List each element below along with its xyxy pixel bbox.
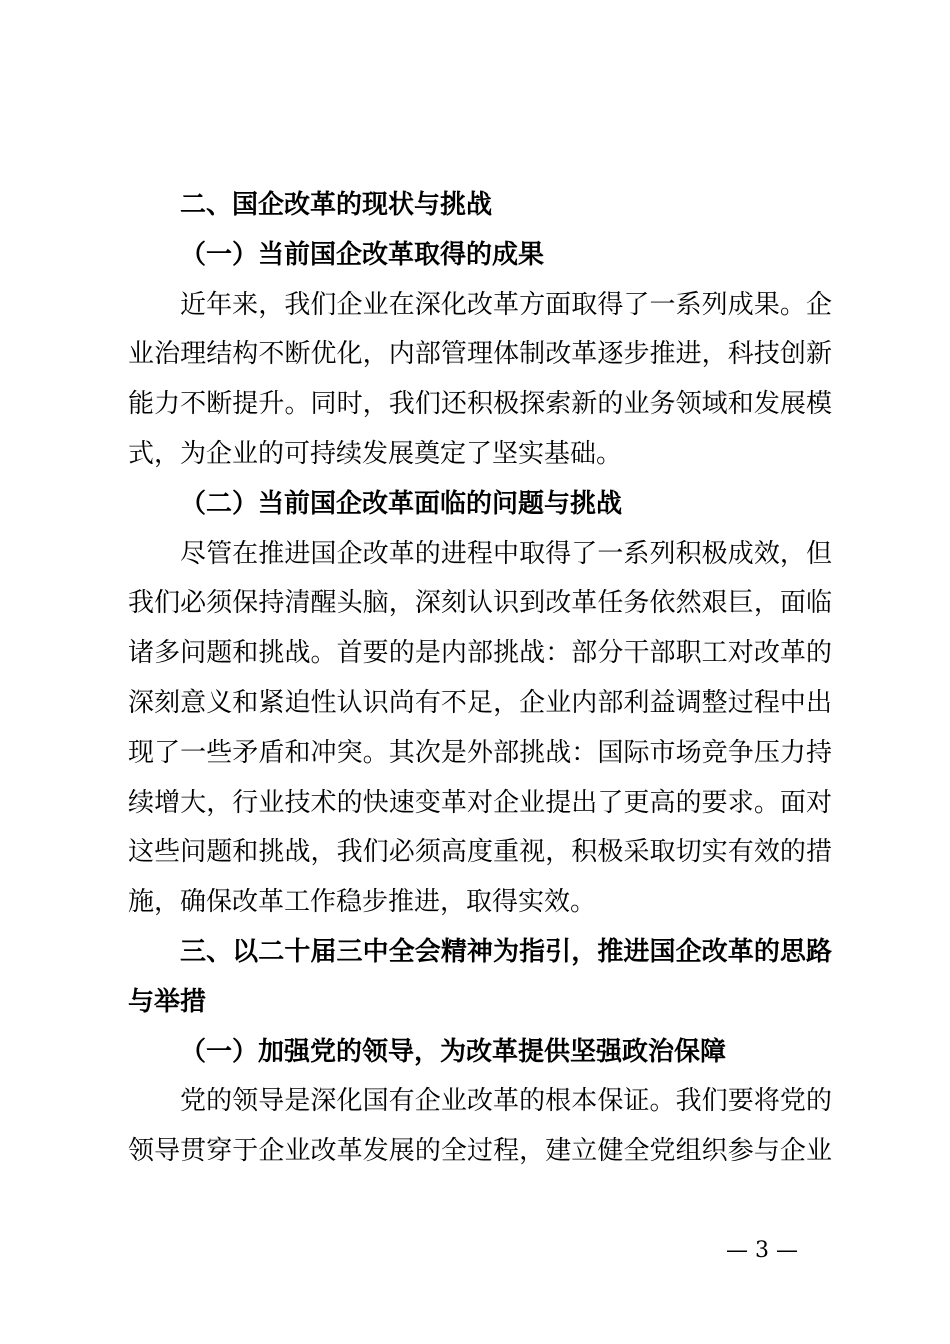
subsection-heading-3-1: （一）加强党的领导，为改革提供坚强政治保障 xyxy=(180,1036,727,1067)
paragraph-line: 我们必须保持清醒头脑，深刻认识到改革任务依然艰巨，面临 xyxy=(128,588,832,619)
section-heading-3-continued: 与举措 xyxy=(128,986,207,1017)
section-heading-2: 二、国企改革的现状与挑战 xyxy=(180,190,493,220)
document-body xyxy=(128,181,832,1177)
paragraph-line: 诸多问题和挑战。首要的是内部挑战：部分干部职工对改革的 xyxy=(128,638,832,669)
paragraph-line: 近年来，我们企业在深化改革方面取得了一系列成果。企 xyxy=(180,289,832,320)
paragraph-line: 续增大，行业技术的快速变革对企业提出了更高的要求。面对 xyxy=(128,787,832,818)
paragraph-line: 尽管在推进国企改革的进程中取得了一系列积极成效，但 xyxy=(180,538,832,569)
paragraph-line: 式，为企业的可持续发展奠定了坚实基础。 xyxy=(128,438,623,469)
paragraph-line: 现了一些矛盾和冲突。其次是外部挑战：国际市场竞争压力持 xyxy=(128,737,832,768)
paragraph-line: 领导贯穿于企业改革发展的全过程，建立健全党组织参与企业 xyxy=(128,1136,832,1167)
paragraph-line: 能力不断提升。同时，我们还积极探索新的业务领域和发展模 xyxy=(128,389,832,420)
paragraph-line: 业治理结构不断优化，内部管理体制改革逐步推进，科技创新 xyxy=(128,339,832,370)
subsection-heading-2-1: （一）当前国企改革取得的成果 xyxy=(180,239,545,270)
paragraph-line: 施，确保改革工作稳步推进，取得实效。 xyxy=(128,887,597,918)
page-number: — 3 — xyxy=(726,1238,798,1263)
paragraph-line: 这些问题和挑战，我们必须高度重视，积极采取切实有效的措 xyxy=(128,837,832,868)
subsection-heading-2-2: （二）当前国企改革面临的问题与挑战 xyxy=(180,488,623,519)
paragraph-line: 党的领导是深化国有企业改革的根本保证。我们要将党的 xyxy=(180,1086,832,1117)
section-heading-3: 三、以二十届三中全会精神为指引，推进国企改革的思路 xyxy=(180,936,832,967)
paragraph-line: 深刻意义和紧迫性认识尚有不足，企业内部利益调整过程中出 xyxy=(128,687,832,718)
